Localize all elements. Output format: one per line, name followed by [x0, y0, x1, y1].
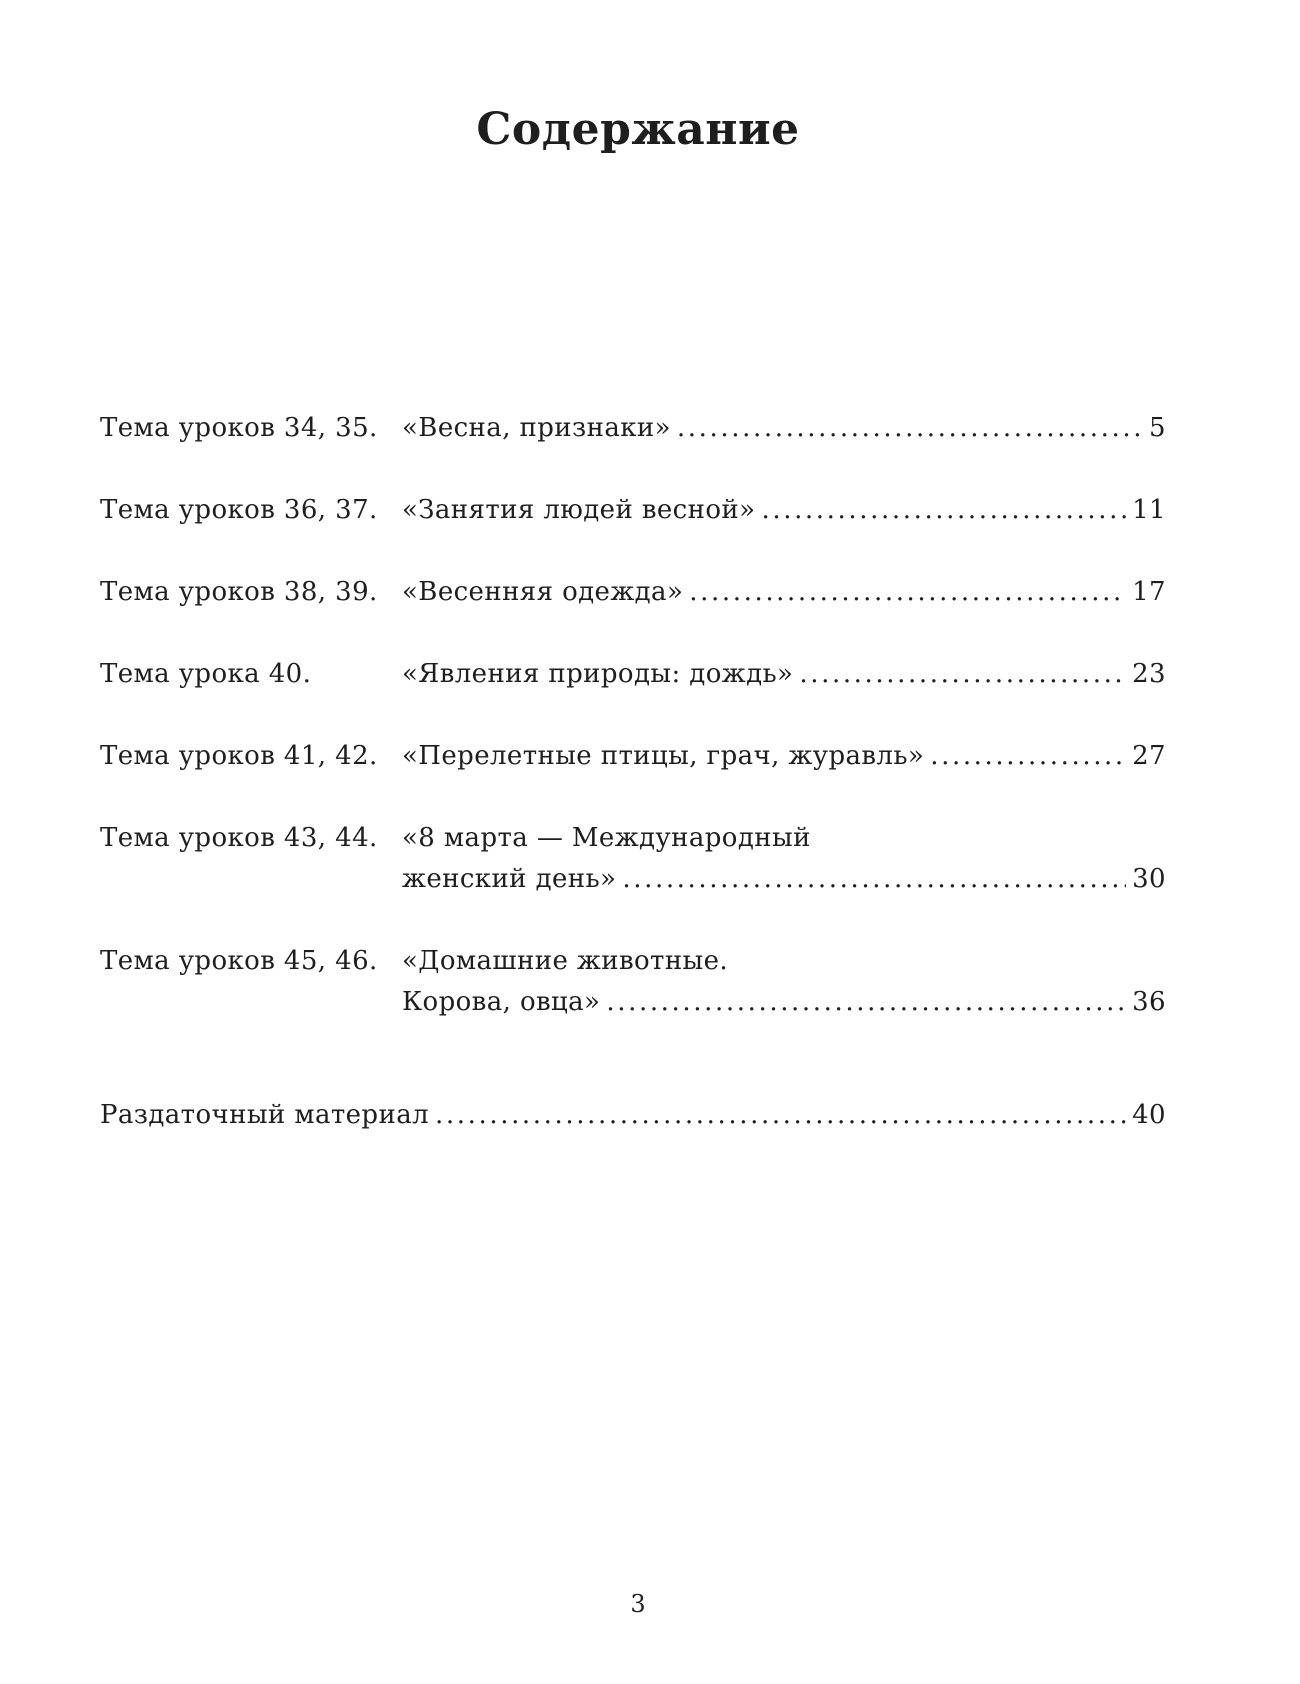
- toc-entry-label: Тема уроков 34, 35.: [100, 413, 378, 443]
- toc-entry-title: «Весенняя одежда»: [402, 577, 684, 607]
- dot-leader: [622, 859, 1126, 900]
- dot-leader: [606, 982, 1126, 1023]
- toc-entry[interactable]: [100, 941, 1166, 1023]
- toc-entry-page: 27: [1132, 741, 1166, 771]
- toc-entry-label: Тема уроков 36, 37.: [100, 495, 378, 525]
- toc-entry-title: «Явления природы: дождь»: [402, 659, 794, 689]
- toc-entry-label: Тема уроков 38, 39.: [100, 577, 378, 607]
- page-number: 3: [630, 1590, 646, 1618]
- dot-leader: [761, 490, 1126, 531]
- dot-leader: [799, 654, 1126, 695]
- toc-entry-page: 23: [1132, 659, 1166, 689]
- toc-entry-label: Тема уроков 45, 46.: [100, 946, 378, 976]
- toc-entry[interactable]: [100, 408, 1166, 449]
- toc-entry-page: 36: [1132, 987, 1166, 1017]
- toc-entry[interactable]: [100, 818, 1166, 900]
- toc-entry-page: 5: [1149, 413, 1166, 443]
- toc-entry-page: 17: [1132, 577, 1166, 607]
- toc-entry[interactable]: [100, 572, 1166, 613]
- toc-entry-title: «Весна, признаки»: [402, 413, 671, 443]
- toc-entry-title: «Перелетные птицы, грач, журавль»: [402, 741, 925, 771]
- toc-entry[interactable]: [100, 654, 1166, 695]
- toc-entry-title: женский день»: [402, 864, 617, 894]
- dot-leader: [435, 1095, 1126, 1136]
- dot-leader: [677, 408, 1143, 449]
- page-title: Содержание: [476, 104, 800, 155]
- table-of-contents: [100, 408, 1166, 1177]
- toc-entry-page: 30: [1132, 864, 1166, 894]
- toc-entry[interactable]: [100, 490, 1166, 531]
- toc-entry-title-line: «Домашние животные.: [402, 946, 729, 976]
- toc-entry-title-line: «8 марта — Международный: [402, 823, 811, 853]
- toc-entry-appendix[interactable]: [100, 1095, 1166, 1136]
- toc-entry-title: Раздаточный материал: [100, 1100, 430, 1130]
- toc-entry-label: Тема урока 40.: [100, 659, 312, 689]
- toc-entry-label: Тема уроков 41, 42.: [100, 741, 378, 771]
- dot-leader: [930, 736, 1126, 777]
- dot-leader: [689, 572, 1126, 613]
- toc-entry-title: «Занятия людей весной»: [402, 495, 756, 525]
- toc-entry-page: 40: [1132, 1100, 1166, 1130]
- toc-entry[interactable]: [100, 736, 1166, 777]
- toc-entry-title: Корова, овца»: [402, 987, 601, 1017]
- toc-entry-page: 11: [1132, 495, 1166, 525]
- toc-entry-label: Тема уроков 43, 44.: [100, 823, 378, 853]
